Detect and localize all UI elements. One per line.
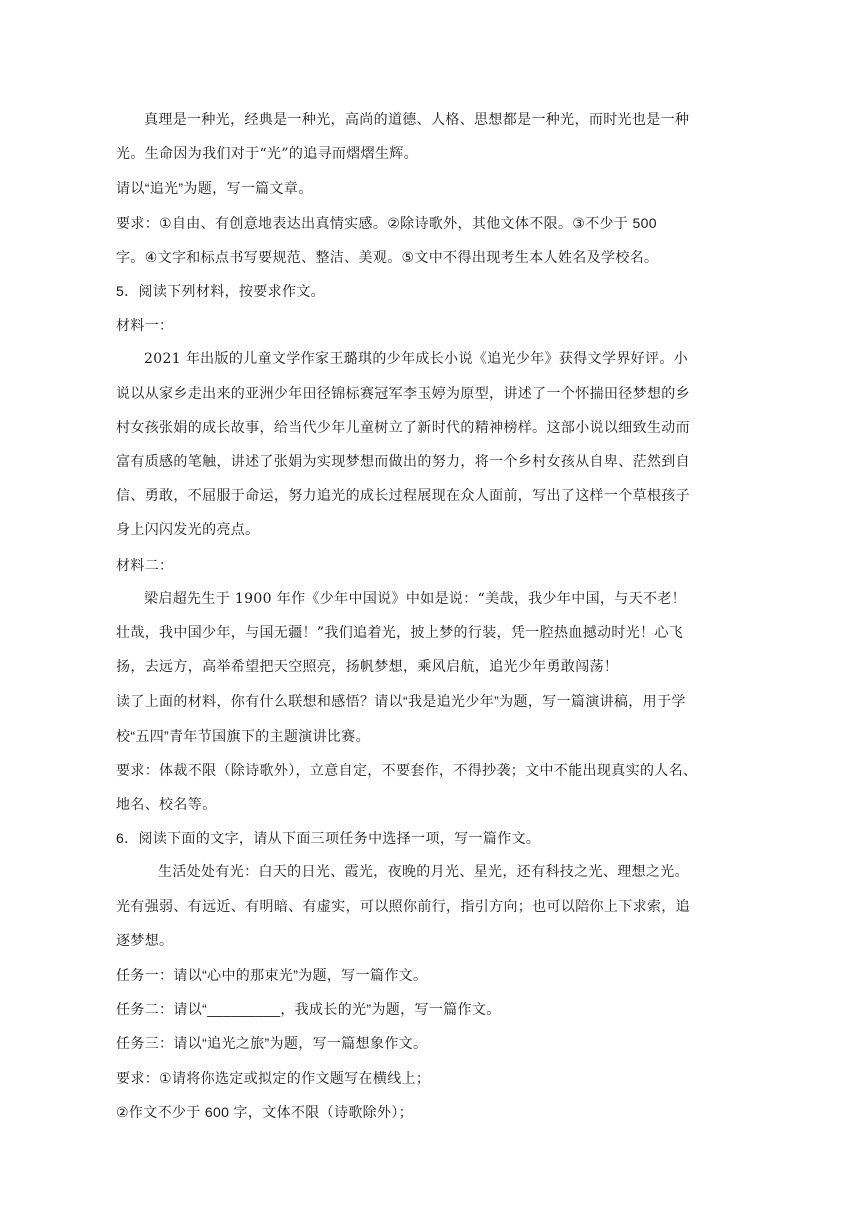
question-6-passage-line-1: 生活处处有光：白天的日光、霞光，夜晚的月光、星光，还有科技之光、理想之光。 (158, 864, 689, 881)
question-6-requirement-2: ②作文不少于 600 字，文体不限（诗歌除外）； (116, 1103, 414, 1120)
question-6-heading: 6．阅读下面的文字，请从下面三项任务中选择一项，写一篇作文。 (116, 830, 541, 847)
task-1: 任务一：请以“心中的那束光”为题，写一篇作文。 (116, 967, 428, 984)
prompt4-instruction: 请以“追光”为题，写一篇文章。 (116, 180, 313, 197)
question-5-requirements (116, 753, 746, 821)
material-1-line-6: 身上闪闪发光的亮点。 (116, 522, 260, 539)
question-5-prompt (116, 684, 746, 752)
material-2-label: 材料二： (116, 556, 174, 573)
material-1-line-4: 富有质感的笔触，讲述了张娟为实现梦想而做出的努力，将一个乡村女孩从自卑、茫然到自 (116, 454, 690, 471)
prompt4-requirements-line-1: 要求：①自由、有创意地表达出真情实感。②除诗歌外，其他文体不限。③不少于 500 (116, 214, 657, 231)
question-6-passage-line-2: 光有强弱、有远近、有明暗、有虚实，可以照你前行，指引方向；也可以陪你上下求索，追 (116, 898, 690, 915)
question-6-passage-line-3: 逐梦想。 (116, 932, 174, 949)
material-2-line-3: 扬，去远方，高举希望把天空照亮，扬帆梦想，乘风启航，追光少年勇敢闯荡！ (116, 659, 619, 676)
question-6-requirement-1: 要求：①请将你选定或拟定的作文题写在横线上； (116, 1069, 431, 1086)
question-5-requirements-line-1: 要求：体裁不限（除诗歌外），立意自定，不要套作，不得抄袭；文中不能出现真实的人名、 (116, 761, 698, 778)
material-1-label: 材料一： (116, 317, 174, 334)
material-1-line-5: 信、勇敢，不屈服于命运，努力追光的成长过程展现在众人面前，写出了这样一个草根孩子 (116, 488, 690, 505)
question-5-requirements-line-2: 地名、校名等。 (116, 796, 217, 813)
prompt4-line-2: 光。生命因为我们对于“光”的追寻而熠熠生辉。 (116, 146, 419, 163)
prompt4-passage (116, 103, 746, 171)
question-5-prompt-line-2: 校“五四”青年节国旗下的主题演讲比赛。 (116, 727, 370, 744)
material-1-line-3: 村女孩张娟的成长故事，给当代少年儿童树立了新时代的精神榜样。这部小说以细致生动而 (116, 419, 690, 436)
material-1-line-2: 说以从家乡走出来的亚洲少年田径锦标赛冠军李玉婷为原型，讲述了一个怀揣田径梦想的乡 (116, 385, 690, 402)
prompt4-requirements (116, 206, 746, 274)
prompt4-requirements-line-2: 字。④文字和标点书写要规范、整洁、美观。⑤文中不得出现考生本人姓名及学校名。 (116, 248, 659, 265)
document-page (116, 103, 746, 1129)
material-1-text (116, 342, 746, 547)
material-2-line-1: 梁启超先生于 1900 年作《少年中国说》中如是说：“美哉，我少年中国，与天不老！ (144, 590, 687, 607)
question-5-prompt-line-1: 读了上面的材料，你有什么联想和感悟？请以“我是追光少年”为题，写一篇演讲稿，用于学 (116, 693, 686, 710)
question-6-passage (116, 855, 746, 958)
material-2-line-2: 壮哉，我中国少年，与国无疆！”我们追着光，披上梦的行装，凭一腔热血撼动时光！心飞 (116, 625, 684, 642)
material-1-line-1: 2021 年出版的儿童文学作家王璐琪的少年成长小说《追光少年》获得文学界好评。小 (144, 351, 689, 368)
material-2-text (116, 582, 746, 685)
question-5-heading: 5．阅读下列材料，按要求作文。 (116, 283, 326, 300)
task-2: 任务二：请以“_________，我成长的光”为题，写一篇作文。 (116, 1001, 501, 1018)
task-3: 任务三：请以“追光之旅”为题，写一篇想象作文。 (116, 1035, 428, 1052)
prompt4-line-1: 真理是一种光，经典是一种光，高尚的道德、人格、思想都是一种光，而时光也是一种 (144, 112, 690, 128)
